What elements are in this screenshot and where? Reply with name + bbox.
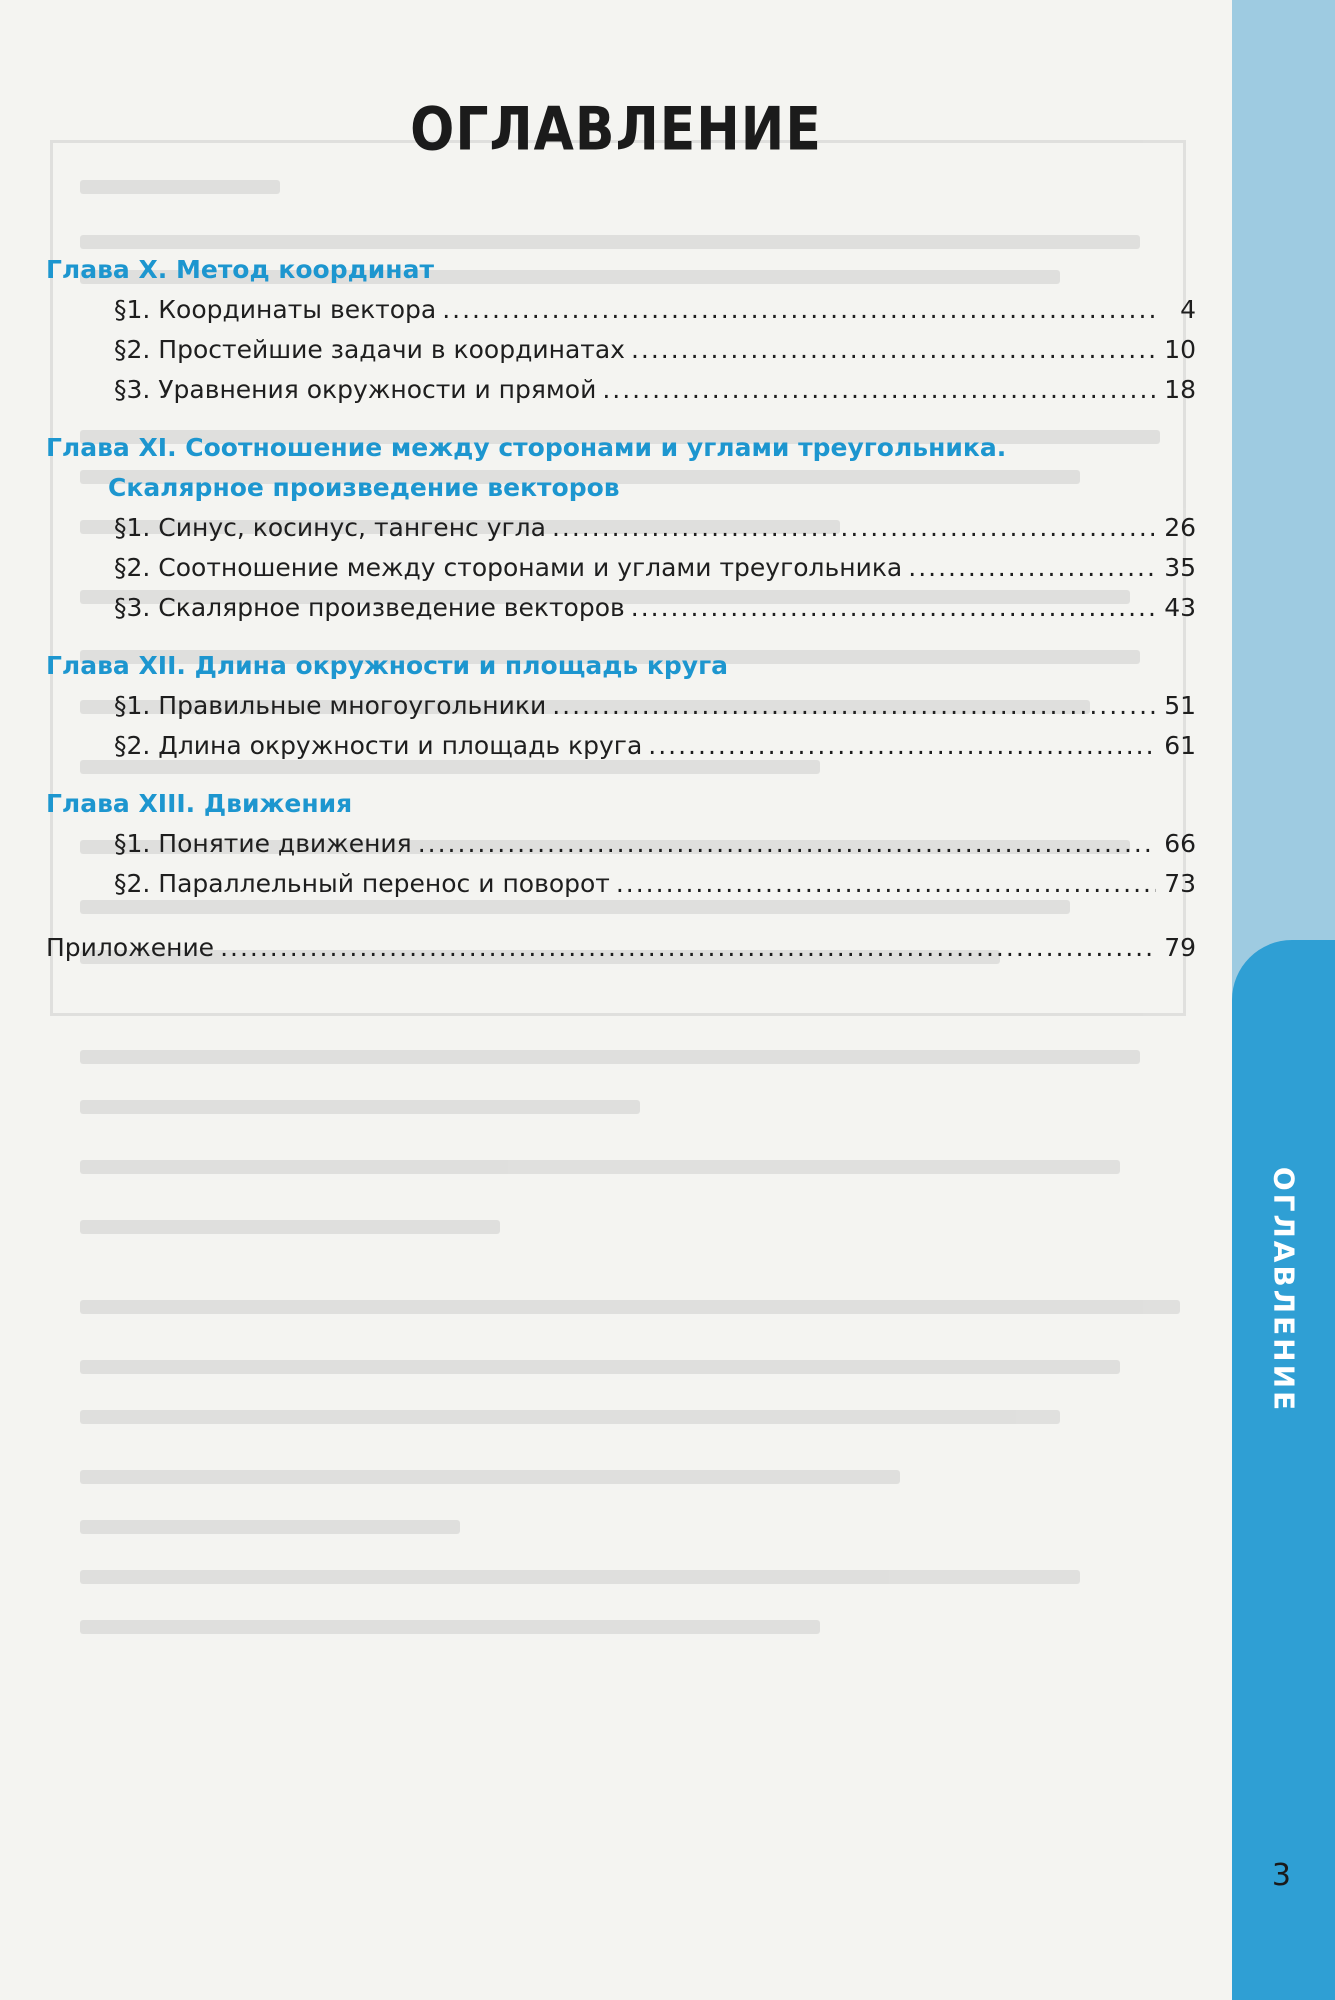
dot-leader	[220, 928, 1156, 968]
dot-leader	[442, 290, 1156, 330]
dot-leader	[648, 726, 1156, 766]
dot-leader	[418, 824, 1156, 864]
toc-entry	[46, 508, 1196, 548]
toc-entry	[46, 548, 1196, 588]
chapter-heading	[46, 784, 1196, 824]
entry-page: 10	[1164, 335, 1196, 364]
side-tab-label: ОГЛАВЛЕНИЕ	[1267, 1166, 1300, 1414]
dot-leader	[552, 686, 1156, 726]
chapter-subtitle: Скалярное произведение векторов	[108, 473, 620, 502]
dot-leader	[552, 508, 1156, 548]
entry-label: §3. Скалярное произведение векторов	[114, 593, 625, 622]
chapter-heading	[46, 646, 1196, 686]
chapter-title: Глава XII. Длина окружности и площадь круга	[46, 651, 728, 680]
toc-entry	[46, 726, 1196, 766]
entry-page: 18	[1164, 375, 1196, 404]
entry-label: §1. Понятие движения	[114, 829, 412, 858]
dot-leader	[908, 548, 1156, 588]
entry-label: §2. Параллельный перенос и поворот	[114, 869, 610, 898]
side-section-tab	[1232, 0, 1335, 2000]
page-number: 3	[1271, 1858, 1291, 1893]
entry-page: 35	[1164, 553, 1196, 582]
toc-entry	[46, 864, 1196, 904]
entry-page: 43	[1164, 593, 1196, 622]
entry-label: §1. Правильные многоугольники	[114, 691, 547, 720]
toc-entry	[46, 686, 1196, 726]
dot-leader	[631, 330, 1156, 370]
entry-page: 51	[1164, 691, 1196, 720]
table-of-contents	[46, 250, 1196, 968]
page-title: ОГЛАВЛЕНИЕ	[410, 95, 822, 165]
chapter-title: Глава XIII. Движения	[46, 789, 353, 818]
entry-page: 66	[1164, 829, 1196, 858]
side-tab-highlight	[1232, 940, 1335, 2000]
toc-entry	[46, 290, 1196, 330]
toc-entry	[46, 330, 1196, 370]
entry-label: §2. Простейшие задачи в координатах	[114, 335, 625, 364]
entry-label: §2. Длина окружности и площадь круга	[114, 731, 643, 760]
dot-leader	[616, 864, 1156, 904]
entry-page: 79	[1164, 933, 1196, 962]
chapter-title: Глава X. Метод координат	[46, 255, 434, 284]
toc-entry	[46, 824, 1196, 864]
entry-page: 4	[1180, 295, 1196, 324]
entry-label: §2. Соотношение между сторонами и углами треугольника	[114, 553, 903, 582]
chapter-heading	[46, 250, 1196, 290]
toc-entry	[46, 588, 1196, 628]
entry-page: 26	[1164, 513, 1196, 542]
chapter-title: Глава XI. Соотношение между сторонами и углами треугольника.	[46, 433, 1007, 462]
toc-entry-appendix	[46, 928, 1196, 968]
entry-page: 73	[1164, 869, 1196, 898]
entry-label: §1. Координаты вектора	[114, 295, 437, 324]
toc-entry	[46, 370, 1196, 410]
entry-page: 61	[1164, 731, 1196, 760]
chapter-heading	[46, 428, 1196, 508]
dot-leader	[631, 588, 1156, 628]
entry-label: §1. Синус, косинус, тангенс угла	[114, 513, 546, 542]
dot-leader	[602, 370, 1156, 410]
entry-label: §3. Уравнения окружности и прямой	[114, 375, 597, 404]
entry-label: Приложение	[46, 933, 215, 962]
